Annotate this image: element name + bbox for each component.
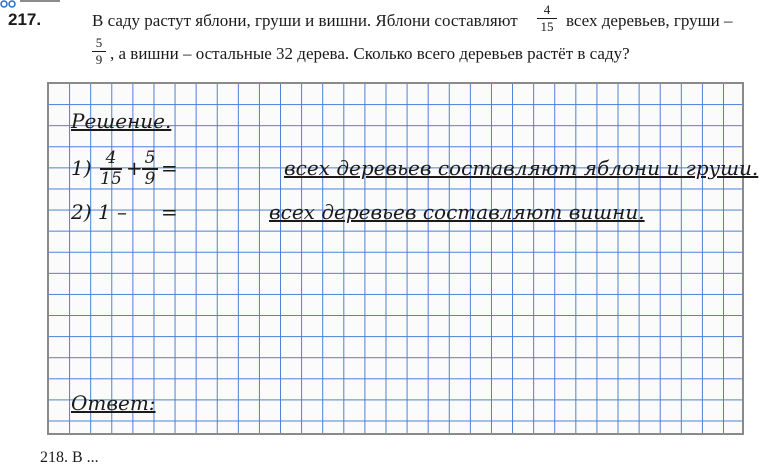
fraction-numerator: 5 [95, 35, 103, 50]
step2-equals: = [161, 200, 178, 224]
step1-plus: + [126, 156, 143, 180]
fraction-denominator: 9 [95, 52, 103, 67]
answer-label: Ответ: [71, 391, 156, 415]
fraction-denominator: 9 [144, 169, 156, 189]
fraction-five-ninths [92, 36, 106, 67]
problem-number: 217. [8, 10, 42, 29]
fraction-numerator: 4 [105, 148, 117, 168]
problem-statement [0, 0, 774, 80]
fraction-denominator: 15 [540, 19, 554, 34]
step1-fraction-a [100, 150, 122, 188]
fraction-numerator: 5 [144, 148, 156, 168]
step1-prefix: 1) [71, 156, 92, 180]
problem-line2-text: , а вишни – остальные 32 дерева. Сколько всего деревьев растёт в саду? [110, 44, 630, 63]
step1-text: всех деревьев составляют яблони и груши. [284, 156, 759, 180]
fraction-numerator: 4 [543, 2, 551, 17]
problem-line1-text-end: всех деревьев, груши – [566, 11, 733, 30]
step1-fraction-b [142, 150, 158, 188]
step2-text: всех деревьев составляют вишни. [269, 200, 645, 224]
step1-equals: = [161, 156, 178, 180]
step2-prefix: 2) 1 – [71, 200, 127, 224]
fraction-four-fifteenths [537, 3, 557, 34]
solution-title: Решение. [71, 109, 172, 133]
next-problem-text: 218. В ... [40, 449, 99, 466]
fraction-denominator: 15 [100, 169, 122, 189]
problem-line1-text: В саду растут яблони, груши и вишни. Яблони составляют [92, 11, 518, 30]
grid-worksheet [47, 82, 744, 435]
